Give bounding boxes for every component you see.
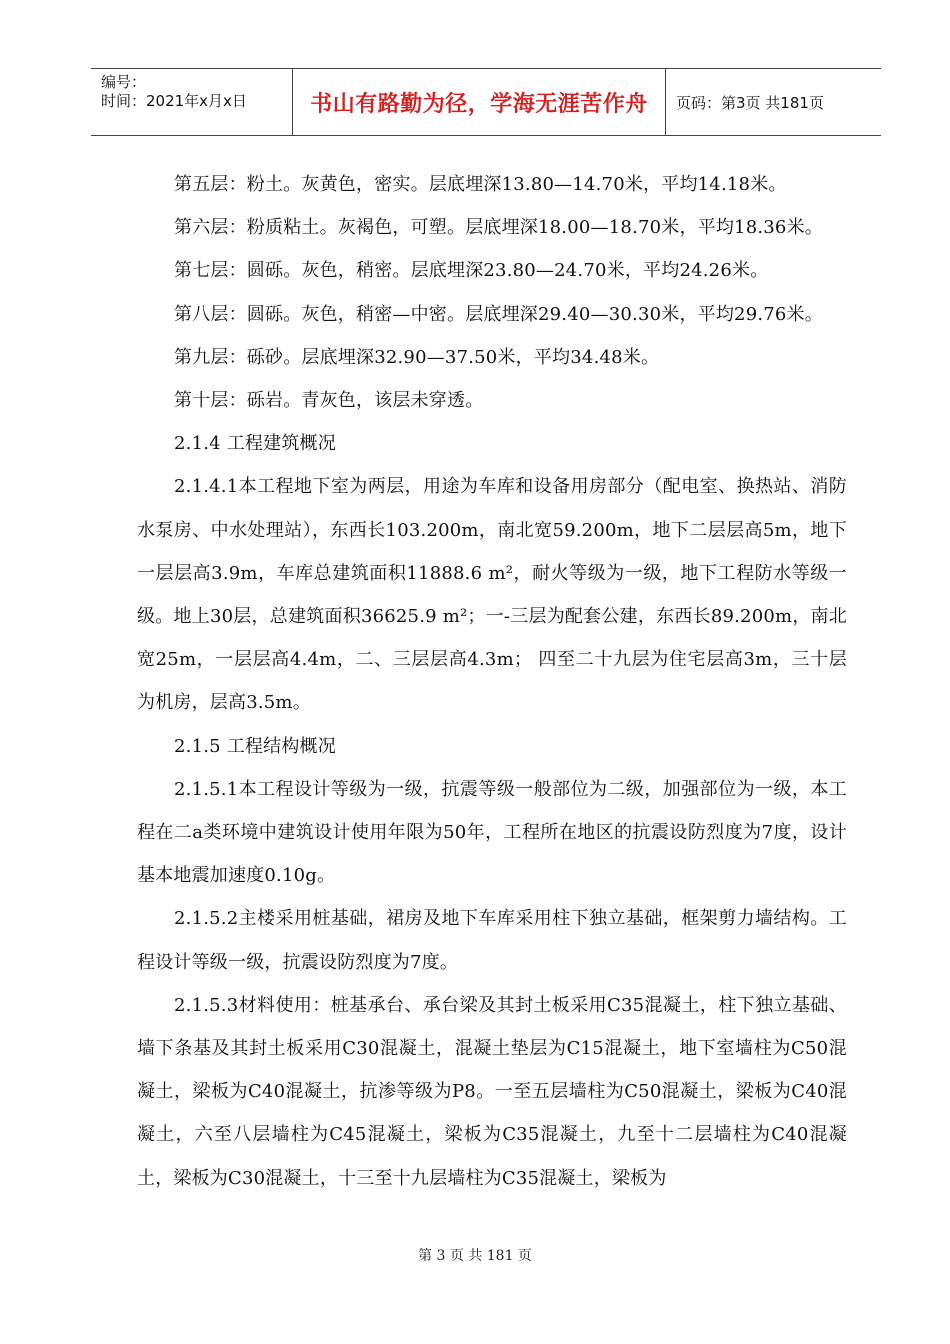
paragraph-layer-5: 第五层：粉土。灰黄色，密实。层底埋深13.80—14.70米，平均14.18米。: [174, 174, 787, 195]
slogan: 书山有路勤为径，学海无涯苦作舟: [310, 91, 648, 117]
document-body: [137, 163, 847, 1200]
section-heading-2-1-5: 2.1.5 工程结构概况: [174, 735, 336, 757]
paragraph-layer-7: 第七层：圆砾。灰色，稍密。层底埋深23.80—24.70米，平均24.26米。: [174, 260, 769, 282]
paragraph-2-1-5-1: 2.1.5.1本工程设计等级为一级，抗震等级一般部位为二级，加强部位为一级，本工程在二a类环境中建筑设计使用年限为50年，工程所在地区的抗震设防烈度为7度，设计基本地震加速度0.10g。: [137, 778, 847, 887]
page-header: [91, 68, 881, 136]
number-label: 编号：: [101, 73, 147, 91]
paragraph-2-1-5-3: 2.1.5.3材料使用：桩基承台、承台梁及其封土板采用C35混凝土，柱下独立基础、墙下条基及其封土板采用C30混凝土，混凝土垫层为C15混凝土，地下室墙柱为C50混凝土，梁板为C40混凝土，抗渗等级为P8。一至五层墙柱为C50混凝土，梁板为C40混凝土，六至八层墙柱为C45混凝土，梁板为C35混凝土，九至十二层墙柱为C40混凝土，梁板为C30混凝土，十三至十九层墙柱为C35混凝土，梁板为: [137, 994, 847, 1189]
header-slogan-cell: [293, 69, 666, 135]
paragraph-2-1-4-1: 2.1.4.1本工程地下室为两层，用途为车库和设备用房部分（配电室、换热站、消防水泵房、中水处理站），东西长103.200m，南北宽59.200m，地下二层层高5m，地下一层层高3.9m，车库总建筑面积11888.6 m²，耐火等级为一级，地下工程防水等级一级。地上30层，总建筑面积36625.9 m²；一-三层为配套公建，东西长89.200m，南北宽25m，一层层高4.4m，二、三层层高4.3m； 四至二十九层为住宅层高3m，三十层为机房，层高3.5m。: [137, 476, 847, 714]
paragraph-layer-6: 第六层：粉质粘土。灰褐色，可塑。层底埋深18.00—18.70米，平均18.36米。: [174, 217, 823, 239]
header-page-cell: [666, 69, 881, 135]
time-label: 时间：2021年x月x日: [101, 92, 247, 110]
page-code: 页码：第3页 共181页: [676, 93, 824, 112]
header-meta-cell: [91, 69, 293, 135]
section-heading-2-1-4: 2.1.4 工程建筑概况: [174, 433, 336, 455]
paragraph-2-1-5-2: 2.1.5.2主楼采用桩基础，裙房及地下车库采用柱下独立基础，框架剪力墙结构。工程设计等级一级，抗震设防烈度为7度。: [137, 908, 847, 973]
page-footer: 第 3 页 共 181 页: [418, 1248, 532, 1264]
paragraph-layer-8: 第八层：圆砾。灰色，稍密—中密。层底埋深29.40—30.30米，平均29.76米。: [174, 303, 823, 325]
paragraph-layer-10: 第十层：砾岩。青灰色，该层未穿透。: [174, 390, 484, 412]
paragraph-layer-9: 第九层：砾砂。层底埋深32.90—37.50米，平均34.48米。: [174, 346, 660, 368]
